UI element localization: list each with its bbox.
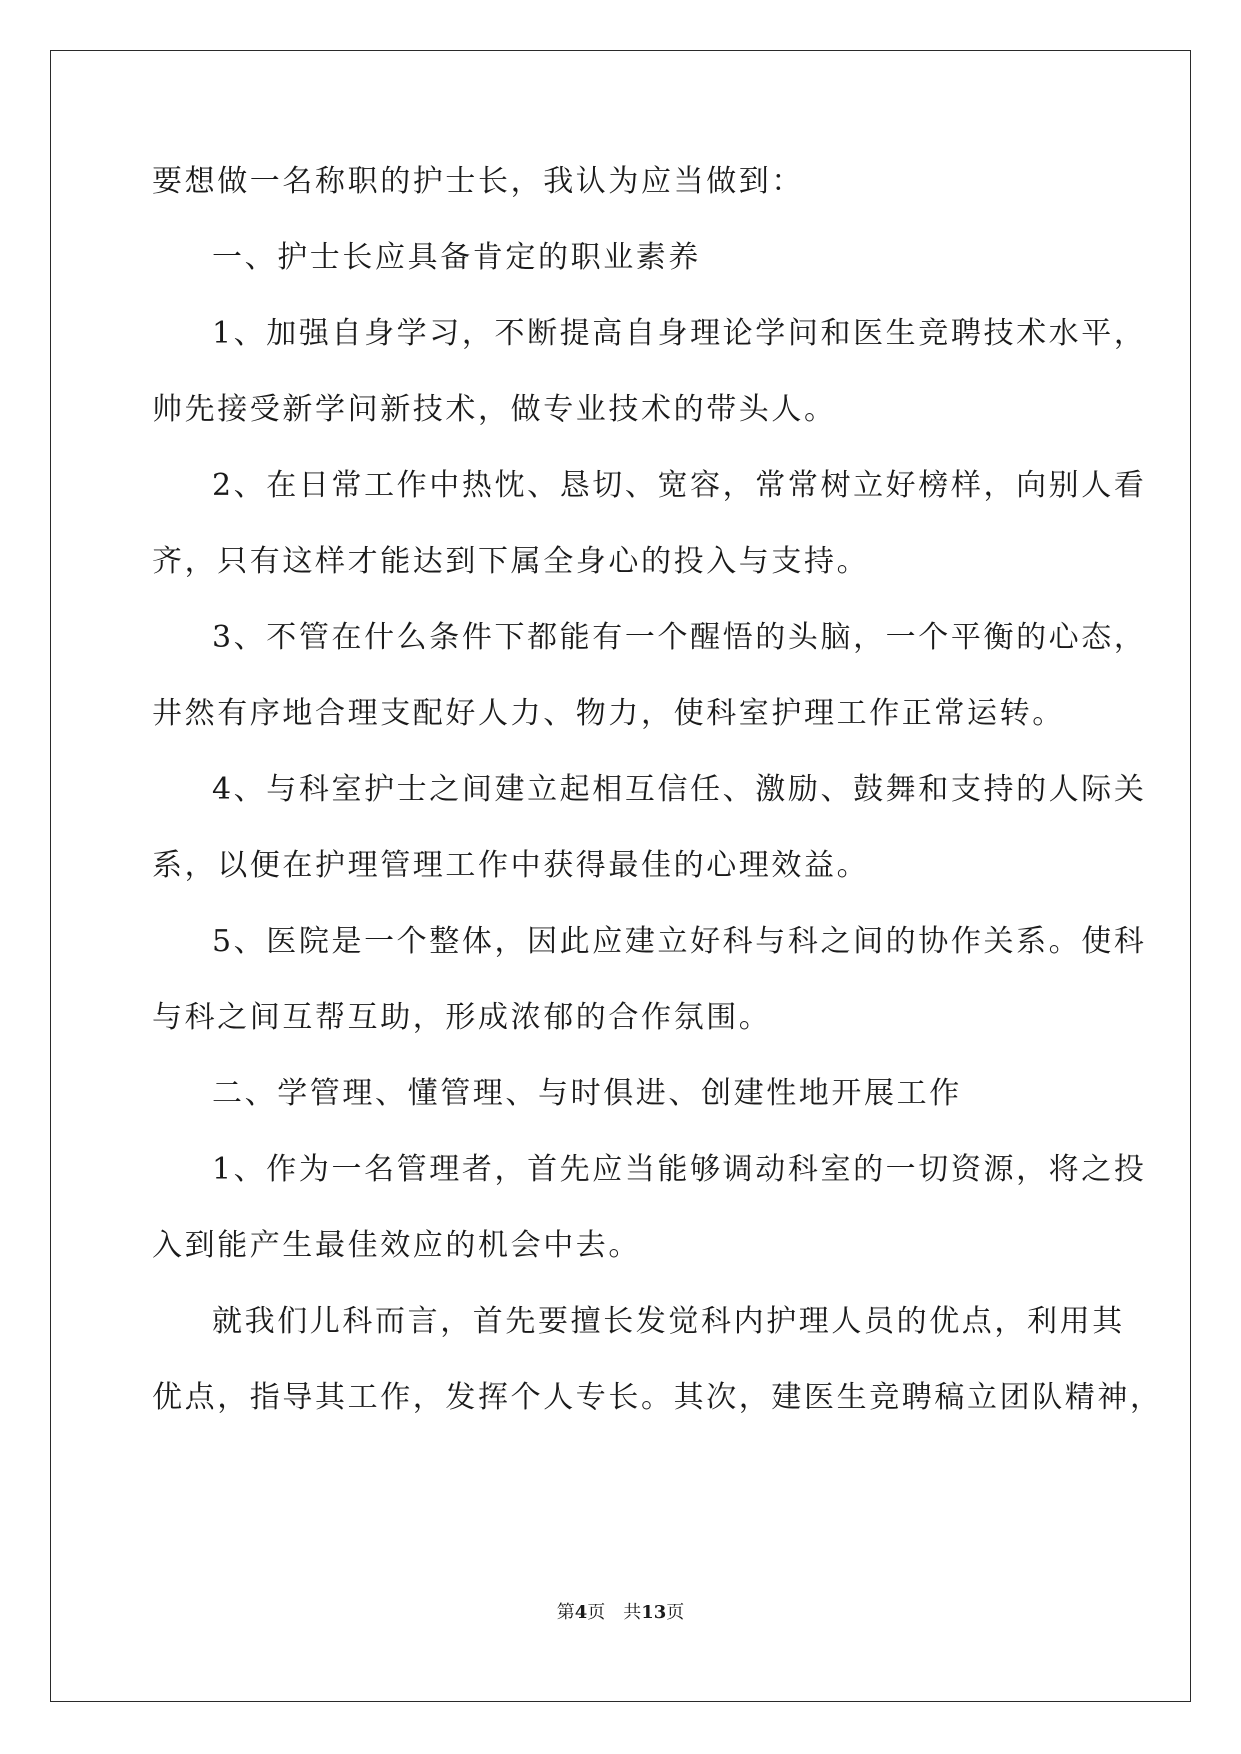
- paragraph-line: 与科之间互帮互助，形成浓郁的合作氛围。: [152, 1000, 772, 1035]
- page-prefix: 第: [556, 1602, 575, 1623]
- paragraph-line: 4、与科室护士之间建立起相互信任、激励、鼓舞和支持的人际关: [212, 772, 1147, 807]
- total-suffix: 页: [666, 1602, 685, 1623]
- paragraph-line: 就我们儿科而言，首先要擅长发觉科内护理人员的优点，利用其: [212, 1304, 1125, 1339]
- paragraph-line: 5、医院是一个整体，因此应建立好科与科之间的协作关系。使科: [212, 924, 1147, 959]
- paragraph-line: 2、在日常工作中热忱、恳切、宽容，常常树立好榜样，向别人看: [212, 468, 1147, 503]
- total-pages: 13: [641, 1602, 667, 1623]
- paragraph-line: 入到能产生最佳效应的机会中去。: [152, 1228, 641, 1263]
- section-heading: 二、学管理、懂管理、与时俱进、创建性地开展工作: [212, 1076, 962, 1111]
- paragraph-line: 井然有序地合理支配好人力、物力，使科室护理工作正常运转。: [152, 696, 1065, 731]
- paragraph-line: 齐，只有这样才能达到下属全身心的投入与支持。: [152, 544, 870, 579]
- paragraph-line: 帅先接受新学问新技术，做专业技术的带头人。: [152, 392, 837, 427]
- paragraph-line: 1、加强自身学习，不断提高自身理论学问和医生竞聘技术水平，: [212, 316, 1147, 351]
- paragraph-line: 1、作为一名管理者，首先应当能够调动科室的一切资源，将之投: [212, 1152, 1147, 1187]
- page-suffix: 页: [587, 1602, 606, 1623]
- page-footer: [0, 1598, 1241, 1624]
- section-heading: 一、护士长应具备肯定的职业素养: [212, 240, 701, 275]
- paragraph-line: 系，以便在护理管理工作中获得最佳的心理效益。: [152, 848, 870, 883]
- paragraph-line: 要想做一名称职的护士长，我认为应当做到：: [152, 164, 804, 199]
- total-prefix: 共: [623, 1602, 642, 1623]
- paragraph-line: 优点，指导其工作，发挥个人专长。其次，建医生竞聘稿立团队精神，: [152, 1380, 1163, 1415]
- page-number: 4: [574, 1602, 588, 1623]
- paragraph-line: 3、不管在什么条件下都能有一个醒悟的头脑，一个平衡的心态，: [212, 620, 1147, 655]
